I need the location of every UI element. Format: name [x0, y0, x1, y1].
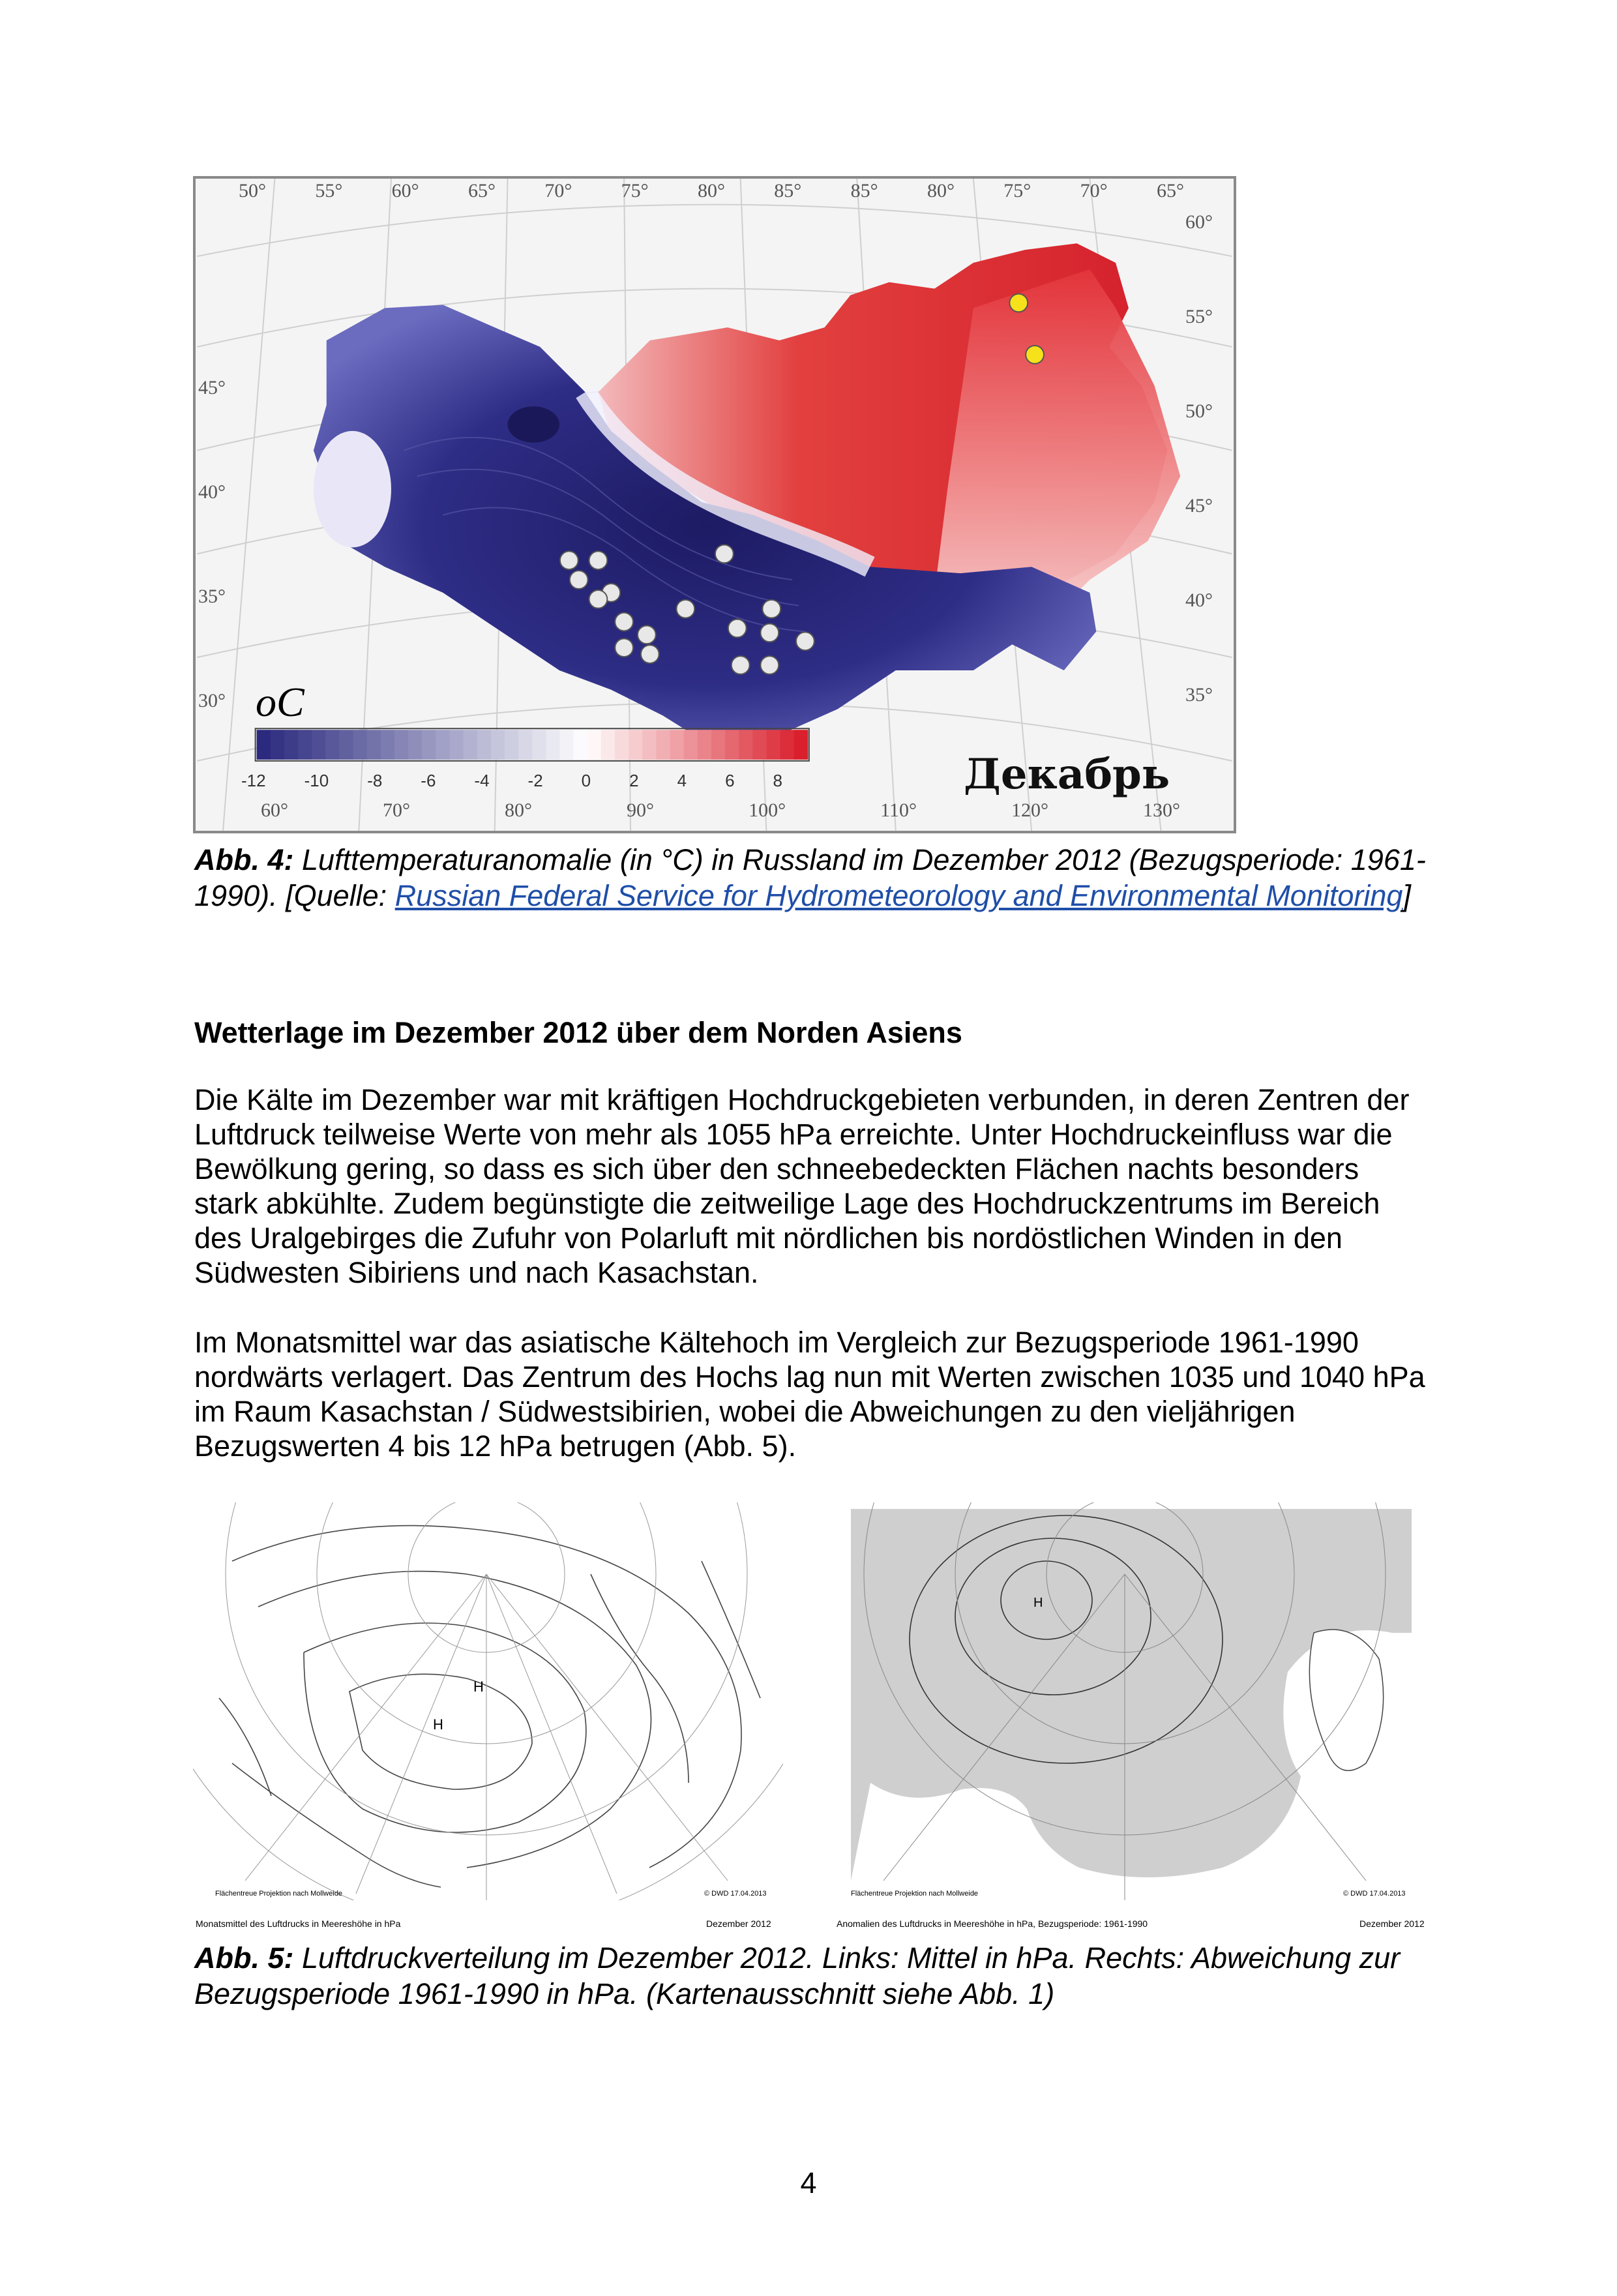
- latitude-label: 30°: [198, 690, 226, 711]
- colorbar-tick-label: 0: [581, 771, 591, 790]
- colorbar-cell: [629, 730, 643, 760]
- colorbar-cell: [394, 730, 409, 760]
- caption-text: Lufttemperaturanomalie (in °C) in Russland im Dezember 2012 (Bezugsperiode: 1961-1990). [Quelle:: [194, 843, 1426, 912]
- latitude-label: 40°: [198, 481, 226, 503]
- longitude-label: 50°: [239, 180, 266, 201]
- high-label-1: H: [473, 1678, 484, 1695]
- colorbar-cell: [587, 730, 602, 760]
- longitude-label: 80°: [505, 799, 533, 821]
- colorbar-cell: [642, 730, 657, 760]
- right-map-credit: © DWD 17.04.2013: [1343, 1890, 1406, 1898]
- anomaly-high-label: H: [1033, 1596, 1043, 1610]
- longitude-label: 70°: [1080, 180, 1108, 201]
- colorbar-cell: [532, 730, 546, 760]
- lon-label-row: [239, 180, 1184, 202]
- colorbar-tick-label: -8: [367, 771, 383, 790]
- colorbar-cell: [491, 730, 505, 760]
- caption-label: Abb. 5:: [194, 1941, 294, 1975]
- fig4-right-lat-labels: [1185, 213, 1213, 705]
- colorbar-tick-label: -4: [474, 771, 490, 790]
- colorbar-cell: [408, 730, 423, 760]
- longitude-label: 75°: [621, 180, 649, 201]
- left-map-credit: © DWD 17.04.2013: [704, 1890, 767, 1898]
- longitude-label: 65°: [467, 180, 496, 201]
- longitude-label: 70°: [383, 799, 411, 821]
- longitude-label: 65°: [1156, 180, 1184, 201]
- left-map-footer: Monatsmittel des Luftdrucks in Meereshöhe in hPa: [196, 1918, 401, 1929]
- colorbar-tick-label: -6: [421, 771, 436, 790]
- colorbar-cell: [325, 730, 340, 760]
- left-map-date: Dezember 2012: [706, 1918, 771, 1929]
- colorbar-tick-label: -12: [241, 771, 266, 790]
- colorbar-cell: [794, 730, 808, 760]
- pressure-anomaly-map: [831, 1502, 1421, 1900]
- colorbar-cell: [518, 730, 533, 760]
- colorbar-cell: [615, 730, 629, 760]
- longitude-label: 85°: [850, 180, 878, 201]
- latitude-label: 35°: [198, 586, 226, 607]
- longitude-label: 100°: [749, 799, 786, 821]
- caption-label: Abb. 4:: [194, 843, 294, 876]
- colorbar-tick-label: 6: [725, 771, 735, 790]
- colorbar-cell: [698, 730, 712, 760]
- right-map-date: Dezember 2012: [1359, 1918, 1425, 1929]
- colorbar-cell: [766, 730, 780, 760]
- longitude-label: 70°: [544, 180, 572, 201]
- colorbar-cell: [449, 730, 464, 760]
- colorbar-ticks: [241, 771, 789, 791]
- colorbar-cell: [601, 730, 616, 760]
- colorbar-cell: [312, 730, 326, 760]
- colorbar-cell: [684, 730, 698, 760]
- left-map-projection-note: Flächentreue Projektion nach Mollweide: [215, 1890, 343, 1898]
- caption-suffix: ]: [1402, 879, 1411, 912]
- colorbar-tick-label: 2: [629, 771, 639, 790]
- longitude-label: 55°: [315, 180, 343, 201]
- longitude-label: 80°: [927, 180, 955, 201]
- source-link[interactable]: Russian Federal Service for Hydrometeorology and Environmental Monitoring: [394, 879, 1403, 912]
- colorbar-cell: [725, 730, 739, 760]
- fig4-bottom-lon-labels: [261, 799, 1180, 822]
- colorbar-cell: [464, 730, 478, 760]
- latitude-label: 55°: [1185, 306, 1213, 327]
- right-map-footer: Anomalien des Luftdrucks in Meereshöhe in hPa, Bezugsperiode: 1961-1990: [837, 1918, 1148, 1929]
- colorbar-cell: [574, 730, 588, 760]
- colorbar-cell: [367, 730, 381, 760]
- colorbar-cell: [284, 730, 299, 760]
- latitude-label: 40°: [1185, 589, 1213, 611]
- fig4-left-lat-labels: [198, 378, 226, 711]
- latitude-label: 60°: [1185, 211, 1213, 233]
- right-map-projection-note: Flächentreue Projektion nach Mollweide: [851, 1890, 979, 1898]
- colorbar-cell: [656, 730, 670, 760]
- colorbar-tick-label: -10: [304, 771, 329, 790]
- longitude-label: 90°: [627, 799, 655, 821]
- latitude-label: 35°: [1185, 684, 1213, 706]
- colorbar-cell: [711, 730, 726, 760]
- colorbar-cell: [780, 730, 795, 760]
- colorbar-cell: [353, 730, 368, 760]
- colorbar-cell: [436, 730, 450, 760]
- page-number: 4: [800, 2166, 817, 2199]
- longitude-label: 60°: [391, 180, 419, 201]
- colorbar-tick-label: 8: [773, 771, 782, 790]
- paragraph-1: Die Kälte im Dezember war mit kräftigen Hochdruckgebieten verbunden, in deren Zentren der Luftdruck teilweise Werte von mehr als 1055 hPa erreichte. Unter Hochdruckeinfluss war die Bewölkung gering, so dass es sich über den schneebedeckten Flächen nachts besonders stark abkühlte. Zudem begünstigte die zeitweilige Lage des Hochdruckzentrums im Bereich des Uralgebirges die Zufuhr von Polarluft mit nördlichen bis nordöstlichen Winden in den Südwesten Sibiriens und nach Kasachstan.: [194, 1083, 1410, 1289]
- caption-text: Luftdruckverteilung im Dezember 2012. Links: Mittel in hPa. Rechts: Abweichung zur Bezugsperiode 1961-1990 in hPa. (Kartenausschnitt siehe Abb. 1): [194, 1941, 1401, 2010]
- section-heading: Wetterlage im Dezember 2012 über dem Norden Asiens: [194, 1016, 962, 1049]
- longitude-label: 85°: [774, 180, 802, 201]
- colorbar-cell: [670, 730, 685, 760]
- latitude-label: 45°: [198, 377, 226, 398]
- latitude-label: 45°: [1185, 495, 1213, 516]
- figure-4-caption: [194, 842, 1427, 914]
- temperature-anomaly-map: [193, 176, 1236, 833]
- colorbar-cell: [339, 730, 353, 760]
- paragraph-2: Im Monatsmittel war das asiatische Kältehoch im Vergleich zur Bezugsperiode 1961-1990 nordwärts verlagert. Das Zentrum des Hochs lag nun mit Werten zwischen 1035 und 1040 hPa im Raum Kasachstan / Südwestsibirien, wobei die Abweichungen zu den vieljährigen Bezugswerten 4 bis 12 hPa betrugen (Abb. 5).: [194, 1326, 1425, 1463]
- colorbar-cell: [422, 730, 436, 760]
- fig4-top-lon-labels: [239, 180, 1184, 202]
- colorbar-cell: [257, 730, 271, 760]
- longitude-label: 60°: [261, 799, 288, 821]
- colorbar-cell: [505, 730, 519, 760]
- colorbar-cell: [477, 730, 492, 760]
- longitude-label: 130°: [1143, 799, 1180, 821]
- colorbar-cell: [739, 730, 753, 760]
- colorbar-tick-label: 4: [677, 771, 687, 790]
- longitude-label: 120°: [1011, 799, 1048, 821]
- colorbar-cell: [271, 730, 285, 760]
- longitude-label: 80°: [697, 180, 725, 201]
- month-label: Декабрь: [964, 750, 1170, 799]
- longitude-label: 110°: [880, 799, 917, 821]
- figure-5-caption: [194, 1940, 1427, 2012]
- colorbar-cell: [381, 730, 395, 760]
- unit-label: oC: [256, 679, 304, 725]
- colorbar-cell: [560, 730, 574, 760]
- longitude-label: 75°: [1003, 180, 1031, 201]
- colorbar-cell: [546, 730, 560, 760]
- latitude-label: 50°: [1185, 400, 1213, 422]
- colorbar-cell: [752, 730, 767, 760]
- high-label-2: H: [433, 1716, 443, 1733]
- mean-pressure-map: [193, 1502, 783, 1900]
- colorbar-cell: [298, 730, 312, 760]
- colorbar-tick-label: -2: [527, 771, 543, 790]
